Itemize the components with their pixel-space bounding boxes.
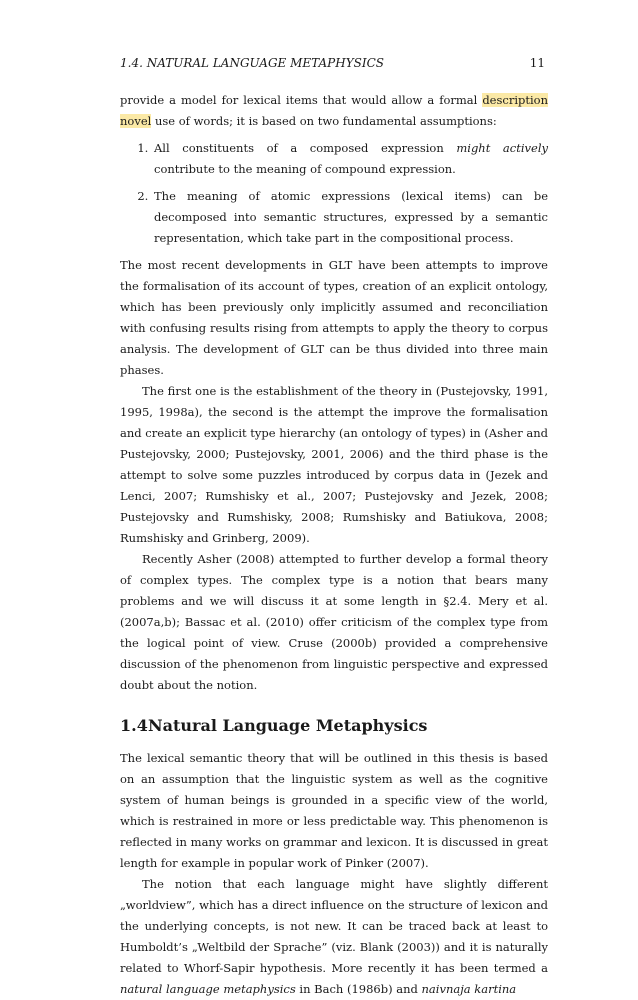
paragraph: The first one is the establishment of the theory in (Pustejovsky, 1991, 1995, 1998a), the second is the attempt the improve the formalisation and create an explicit type hierarchy (an ontology of types) in (Asher and Pustejovsky, 2000; Pustejovsky, 2001, 2006) and the third phase is the attempt to solve some puzzles introduced by corpus data in (Jezek and Lenci, 2007; Rumshisky et al., 2007; Pustejovsky and Jezek, 2008; Pustejovsky and Rumshisky, 2008; Rumshisky and Batiukova, 2008; Rumshisky and Grinberg, 2009). (120, 384, 548, 545)
intro-text: provide a model for lexical items that would allow a formal (120, 93, 483, 107)
section-heading (120, 714, 548, 738)
highlighted-text[interactable]: description novel (120, 93, 548, 128)
page-number: 11 (529, 56, 545, 70)
page-body (120, 90, 548, 1000)
intro-text-end: use of words; it is based on two fundamental assumptions: (151, 114, 497, 128)
section-number: 1.4 (120, 716, 148, 735)
term-emphasis: natural language metaphysics (120, 982, 296, 996)
list-item-text: The meaning of atomic expressions (lexical items) can be decomposed into semantic structures, expressed by a semantic representation, which take part in the compositional process. (154, 189, 548, 245)
term-emphasis: naivnaja kartina (421, 982, 517, 996)
paragraph-last (120, 874, 548, 1000)
list-item (152, 138, 548, 180)
list-item (152, 186, 548, 249)
assumptions-list (120, 138, 548, 249)
intro-paragraph (120, 90, 548, 132)
section-title: Natural Language Metaphysics (148, 716, 428, 735)
paragraph: The lexical semantic theory that will be outlined in this thesis is based on an assumption that the linguistic system as well as the cognitive system of human beings is grounded in a specific view of the world, which is restrained in more or less predictable way. This phenomenon is reflected in many works on grammar and lexicon. It is discussed in great length for example in popular work of Pinker (2007). (120, 751, 548, 870)
paragraph: The most recent developments in GLT have been attempts to improve the formalisation of its account of types, creation of an explicit ontology, which has been previously only implicitly assumed and reconciliation with confusing results rising from attempts to apply the theory to corpus analysis. The development of GLT can be thus divided into three main phases. (120, 258, 548, 377)
list-item-text: All constituents of a composed expression (154, 141, 457, 155)
list-item-text-end: contribute to the meaning of compound expression. (154, 162, 456, 176)
paragraph-text: The notion that each language might have slightly different „worldview”, which has a direct influence on the structure of lexicon and the underlying concepts, is not new. It can be traced back at least to Humboldt’s „Weltbild der Sprache” (viz. Blank (2003)) and it is naturally related to Whorf-Sapir hypothesis. More recently it has been termed a (120, 877, 548, 975)
paragraph-text-mid: in Bach (1986b) and (295, 982, 422, 996)
running-title: 1.4. NATURAL LANGUAGE METAPHYSICS (120, 56, 384, 70)
list-item-emphasis: might actively (456, 141, 548, 155)
paragraph: Recently Asher (2008) attempted to further develop a formal theory of complex types. The complex type is a notion that bears many problems and we will discuss it at some length in §2.4. Mery et al. (2007a,b); Bassac et al. (2010) offer criticism of the complex type from the logical point of view. Cruse (2000b) provided a comprehensive discussion of the phenomenon from linguistic perspective and expressed doubt about the notion. (120, 552, 548, 692)
running-header (120, 56, 545, 70)
